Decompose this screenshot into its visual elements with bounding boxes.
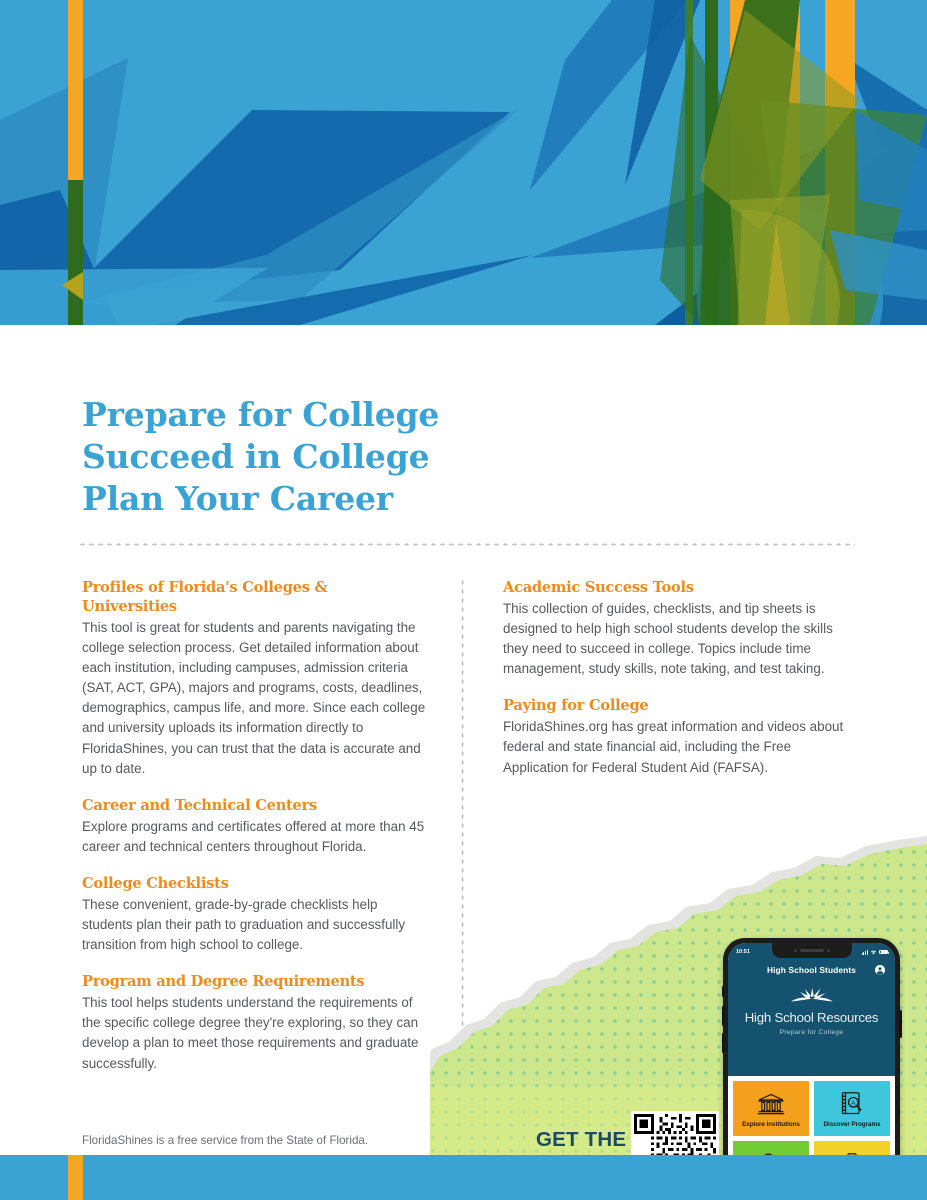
phone-power-button[interactable] [899,1010,902,1038]
section-paying-for-college [503,696,848,777]
sensor-icon [827,949,830,952]
app-tagline: Prepare for College [779,1029,844,1036]
app-brand-title: High School Resources [744,1010,879,1025]
page-headline [82,394,562,520]
section-body: FloridaShines.org has great information and videos about federal and state financial aid, including the Free Application for Federal Student Aid (FAFSA). [503,719,844,775]
section-title: Profiles of Florida's Colleges & Universities [82,579,328,615]
phone-volume-down-button[interactable] [722,1033,725,1053]
app-top-bar [728,962,895,978]
tile-label: Discover Programs [823,1120,881,1128]
status-time: 10:51 [736,949,750,955]
section-career-technical-centers [82,796,427,857]
app-header [728,943,895,1076]
wifi-icon [870,949,877,955]
get-app-line-1: GET THE [536,1128,627,1151]
camera-icon [794,949,797,952]
bottom-bar-orange-stripe [68,1155,83,1200]
account-icon[interactable] [875,965,885,975]
section-college-checklists [82,874,427,955]
tile-label: Explore Institutions [742,1120,800,1128]
section-body: This tool helps students understand the requirements of the specific college degree they're exploring, so they can develop a plan to meet those requirements and graduate successfully. [82,995,419,1071]
cellular-signal-icon [862,950,868,955]
book-search-icon [817,1087,887,1121]
section-title: Academic Success Tools [503,579,694,596]
headline-line-3: Plan Your Career [82,479,393,518]
section-title: Paying for College [503,697,649,715]
tile-explore-institutions[interactable] [733,1081,809,1136]
section-title: Career and Technical Centers [82,796,317,814]
svg-text:A: A [851,1100,856,1107]
section-title: College Checklists [82,874,229,892]
section-academic-success-tools [503,578,848,679]
section-profiles [82,578,427,779]
headline-line-2: Succeed in College [82,437,430,476]
header-banner-graphic [0,0,927,325]
section-body: This collection of guides, checklists, and tip sheets is designed to help high school students develop the skills they need to succeed in college. Topics include time management, study skills, note taking, and test taking. [503,601,833,677]
app-screen-title: High School Students [766,965,856,975]
section-title: Program and Degree Requirements [82,973,365,991]
phone-mute-button[interactable] [722,986,725,997]
right-content-column [503,578,848,778]
section-program-degree-requirements [82,972,427,1073]
battery-icon [879,950,888,955]
section-body: Explore programs and certificates offered at more than 45 career and technical centers throughout Florida. [82,818,425,854]
bank-icon [736,1087,806,1121]
starburst-logo-icon [790,986,834,1008]
headline-line-1: Prepare for College [82,395,440,434]
phone-volume-up-button[interactable] [722,1006,725,1026]
bottom-color-bar [0,1155,927,1200]
speaker-icon [800,949,824,952]
footnote-text: FloridaShines is a free service from the State of Florida. [82,1134,369,1147]
left-content-column [82,578,427,1074]
section-body: This tool is great for students and parents navigating the college selection process. Get detailed information about each institution, including campuses, admission criteria (SAT, ACT, GPA), majors and programs, costs, deadlines, demographics, campus life, and more. Since each college and university uploads its information directly to FloridaShines, you can trust that the data is accurate and up to date. [82,620,426,776]
horizontal-dotted-divider [78,543,855,546]
section-body: These convenient, grade-by-grade checklists help students plan their path to graduation and successfully transition from high school to college. [82,896,406,953]
phone-notch [772,943,852,958]
tile-discover-programs[interactable] [814,1081,890,1136]
